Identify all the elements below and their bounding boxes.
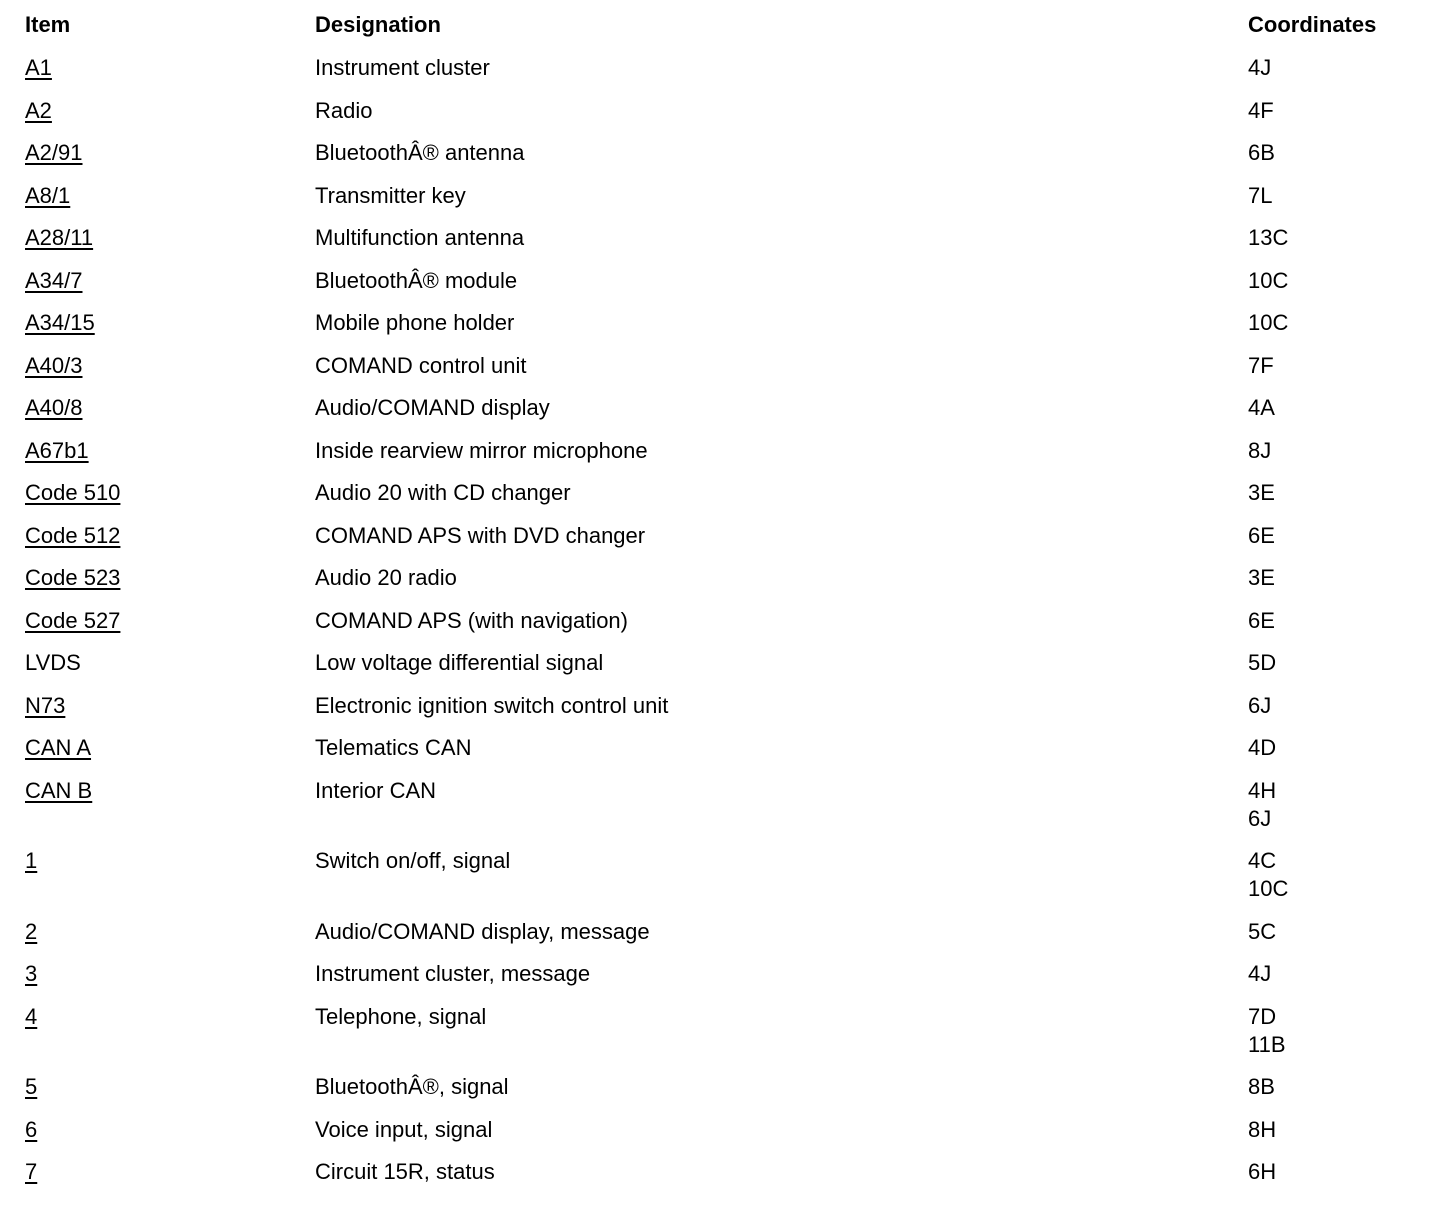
table-row (0, 847, 1440, 918)
designation-text: Multifunction antenna (315, 225, 525, 250)
coordinate-value: 6E (1248, 522, 1275, 548)
coordinate-value: 4J (1248, 55, 1272, 80)
item-link[interactable]: 1 (25, 848, 38, 873)
item-link[interactable]: Code 523 (25, 565, 121, 590)
coordinate-value: 8B (1248, 1074, 1275, 1099)
coordinate-value: 4D (1248, 735, 1277, 760)
table-row (0, 522, 1440, 565)
item-link[interactable]: CAN B (25, 777, 93, 803)
designation-text: BluetoothÂ® antenna (315, 140, 525, 165)
coordinate-value: 8H (1248, 1116, 1277, 1142)
designation-text: Switch on/off, signal (315, 848, 511, 873)
table-row (0, 479, 1440, 522)
item-link[interactable]: 4 (25, 1003, 38, 1029)
item-link[interactable]: A2 (25, 97, 52, 123)
table-row (0, 139, 1440, 182)
item-link[interactable]: A28/11 (25, 225, 94, 250)
designation-text: COMAND APS with DVD changer (315, 522, 646, 548)
table-row (0, 97, 1440, 140)
table-row (0, 54, 1440, 97)
item-link[interactable]: 6 (25, 1116, 38, 1142)
table-row (0, 182, 1440, 225)
coordinate-value: 3E (1248, 480, 1275, 505)
coordinates-cell (1248, 97, 1274, 125)
coordinates-cell (1248, 564, 1275, 592)
coordinate-value: 6H (1248, 1159, 1277, 1184)
table-row (0, 777, 1440, 848)
item-link[interactable]: Code 510 (25, 480, 121, 505)
coordinates-cell (1248, 267, 1288, 295)
coordinate-value: 4A (1248, 395, 1275, 420)
designation-text: Instrument cluster, message (315, 961, 591, 986)
designation-text: Audio 20 with CD changer (315, 480, 571, 505)
designation-text: Electronic ignition switch control unit (315, 692, 669, 718)
table-row (0, 352, 1440, 395)
coordinate-value: 4H (1248, 777, 1277, 803)
item-link[interactable]: Code 527 (25, 607, 121, 633)
coordinate-value: 10C (1248, 876, 1289, 901)
item-link[interactable]: A8/1 (25, 182, 71, 208)
coordinate-value: 13C (1248, 225, 1289, 250)
item-link[interactable]: N73 (25, 692, 66, 718)
coordinate-value: 7L (1248, 182, 1273, 208)
designation-text: Telephone, signal (315, 1003, 487, 1029)
item-link[interactable]: 5 (25, 1074, 38, 1099)
coordinate-value: 6J (1248, 692, 1272, 718)
coordinate-value: 4J (1248, 961, 1272, 986)
coordinate-value: 4C (1248, 848, 1277, 873)
header-item: Item (25, 12, 71, 37)
item-link[interactable]: A34/7 (25, 267, 83, 293)
designation-text: COMAND control unit (315, 352, 527, 378)
designation-text: Circuit 15R, status (315, 1159, 495, 1184)
designation-text: COMAND APS (with navigation) (315, 607, 628, 633)
table-row (0, 224, 1440, 267)
item-link[interactable]: Code 512 (25, 522, 121, 548)
coordinates-cell (1248, 1158, 1276, 1186)
designation-text: Instrument cluster (315, 55, 490, 80)
designation-text: Transmitter key (315, 182, 466, 208)
coordinate-value: 6J (1248, 805, 1272, 831)
coordinates-cell (1248, 54, 1271, 82)
coordinate-value: 5D (1248, 650, 1277, 675)
table-row (0, 309, 1440, 352)
coordinates-cell (1248, 309, 1288, 337)
table-row (0, 437, 1440, 480)
coordinates-cell (1248, 960, 1271, 988)
coordinate-value: 5C (1248, 918, 1277, 944)
table-row (0, 960, 1440, 1003)
coordinate-value: 7D (1248, 1003, 1277, 1029)
coordinates-cell (1248, 692, 1271, 720)
coordinates-cell (1248, 522, 1275, 550)
coordinates-cell (1248, 918, 1276, 946)
coordinate-value: 10C (1248, 310, 1289, 335)
designation-text: Telematics CAN (315, 735, 472, 760)
table-row (0, 649, 1440, 692)
coordinate-value: 10C (1248, 267, 1289, 293)
table-row (0, 918, 1440, 961)
coordinates-cell (1248, 182, 1272, 210)
designation-text: Audio/COMAND display, message (315, 918, 650, 944)
coordinates-cell (1248, 734, 1276, 762)
designation-text: Audio/COMAND display (315, 395, 550, 420)
designation-text: BluetoothÂ® module (315, 267, 518, 293)
coordinates-cell (1248, 649, 1276, 677)
coordinates-cell (1248, 139, 1275, 167)
designation-text: Radio (315, 97, 373, 123)
table-row (0, 692, 1440, 735)
coordinates-cell (1248, 479, 1275, 507)
coordinates-cell (1248, 394, 1275, 422)
item-link[interactable]: A67b1 (25, 437, 89, 463)
coordinate-value: 3E (1248, 565, 1275, 590)
table-row (0, 1158, 1440, 1201)
coordinates-cell (1248, 777, 1276, 833)
table-row (0, 267, 1440, 310)
coordinate-value: 7F (1248, 352, 1274, 378)
table-body (0, 54, 1440, 1201)
coordinates-cell (1248, 352, 1274, 380)
table-row (0, 564, 1440, 607)
item-link[interactable]: A34/15 (25, 310, 95, 335)
designation-text: Interior CAN (315, 777, 437, 803)
designation-text: Voice input, signal (315, 1116, 493, 1142)
designation-text: Audio 20 radio (315, 565, 457, 590)
item-link[interactable]: 3 (25, 961, 38, 986)
coordinates-cell (1248, 1073, 1275, 1101)
coordinate-value: 11B (1248, 1031, 1286, 1057)
designation-text: Low voltage differential signal (315, 650, 604, 675)
table-row (0, 1116, 1440, 1159)
coordinate-value: 6E (1248, 607, 1275, 633)
designation-text: Inside rearview mirror microphone (315, 437, 648, 463)
item-label: LVDS (25, 650, 81, 675)
coordinates-cell (1248, 847, 1288, 903)
coordinates-cell (1248, 1116, 1276, 1144)
table-row (0, 734, 1440, 777)
table-row (0, 394, 1440, 437)
table-row (0, 1003, 1440, 1074)
table-row (0, 607, 1440, 650)
item-link[interactable]: 2 (25, 918, 38, 944)
item-link[interactable]: A2/91 (25, 140, 83, 165)
table-row (0, 1073, 1440, 1116)
coordinate-value: 4F (1248, 97, 1274, 123)
designation-text: Mobile phone holder (315, 310, 515, 335)
coordinates-cell (1248, 1003, 1286, 1059)
coordinates-cell (1248, 437, 1271, 465)
coordinate-value: 6B (1248, 140, 1275, 165)
item-link[interactable]: A1 (25, 55, 52, 80)
coordinate-value: 8J (1248, 437, 1272, 463)
item-link[interactable]: CAN A (25, 735, 92, 760)
item-link[interactable]: A40/3 (25, 352, 83, 378)
table-header (0, 12, 1440, 42)
header-designation: Designation (315, 12, 441, 37)
header-coordinates: Coordinates (1248, 12, 1377, 37)
coordinates-cell (1248, 224, 1288, 252)
item-link[interactable]: 7 (25, 1159, 38, 1184)
designation-text: BluetoothÂ®, signal (315, 1074, 509, 1099)
item-link[interactable]: A40/8 (25, 395, 83, 420)
coordinates-cell (1248, 607, 1275, 635)
